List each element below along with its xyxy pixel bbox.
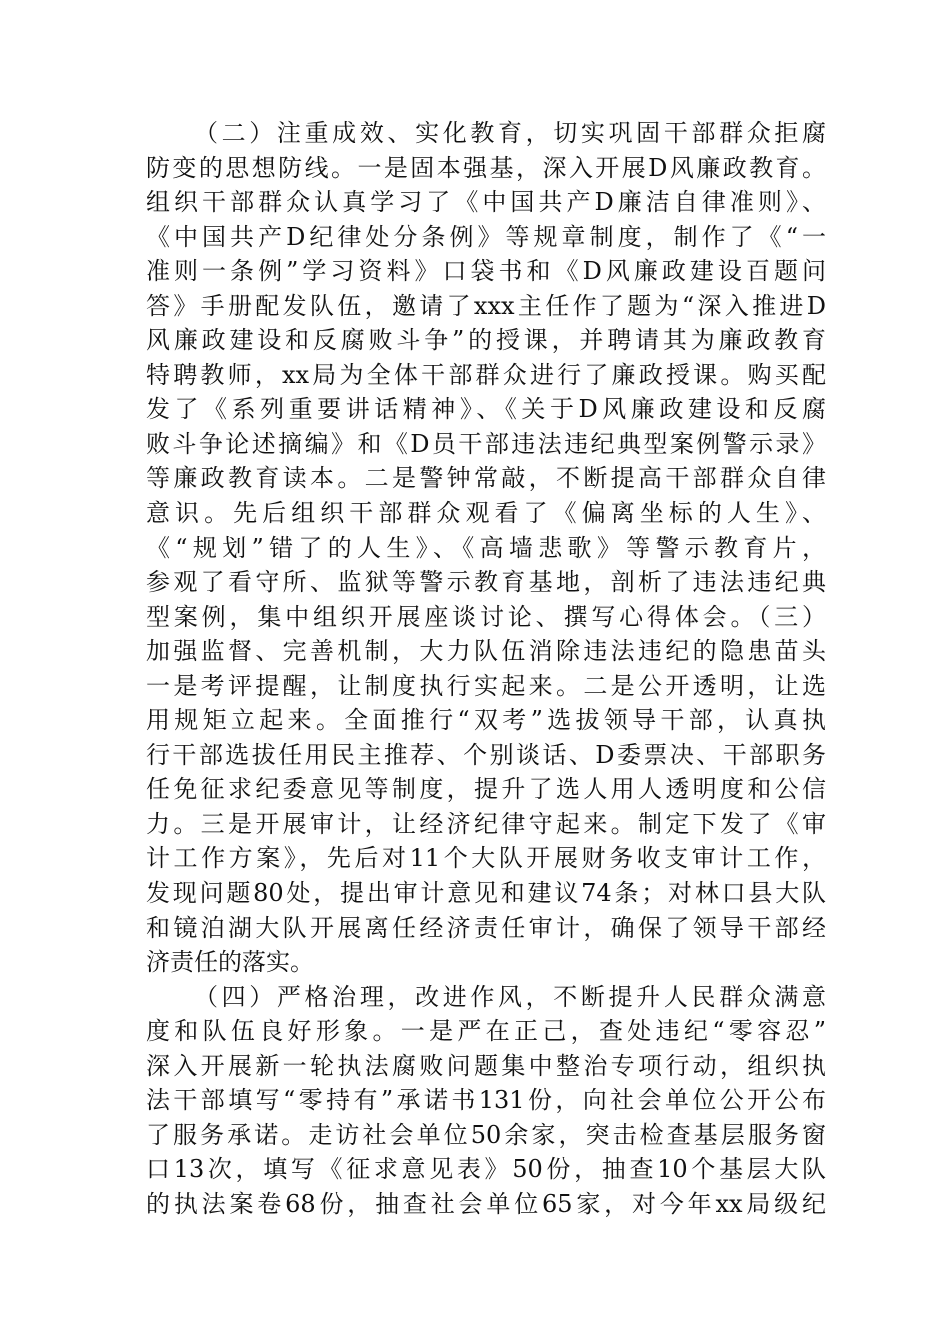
text-line: 口13次，填写《征求意见表》50份，抽查10个基层大队 bbox=[146, 1155, 826, 1184]
text-line: 一是考评提醒，让制度执行实起来。二是公开透明，让选 bbox=[146, 671, 826, 700]
text-line: 准则一条例”学习资料》口袋书和《D风廉政建设百题问 bbox=[146, 257, 826, 286]
text-line: 发现问题80处，提出审计意见和建议74条；对林口县大队 bbox=[146, 879, 826, 908]
text-line: 度和队伍良好形象。一是严在正己，查处违纪“零容忍” bbox=[146, 1017, 826, 1046]
text-line: 用规矩立起来。全面推行“双考”选拔领导干部，认真执 bbox=[146, 706, 826, 735]
text-line: 力。三是开展审计，让经济纪律守起来。制定下发了《审 bbox=[146, 809, 826, 838]
text-line: 防变的思想防线。一是固本强基，深入开展D风廉政教育。 bbox=[146, 153, 826, 182]
text-line: （四）严格治理，改进作风，不断提升人民群众满意 bbox=[194, 982, 826, 1011]
text-line: 济责任的落实。 bbox=[146, 948, 314, 977]
text-line: 败斗争论述摘编》和《D员干部违法违纪典型案例警示录》 bbox=[146, 429, 826, 458]
text-line: （二）注重成效、实化教育，切实巩固干部群众拒腐 bbox=[194, 119, 826, 147]
text-line: 行干部选拔任用民主推荐、个别谈话、D委票决、干部职务 bbox=[146, 740, 826, 769]
text-line: 任免征求纪委意见等制度，提升了选人用人透明度和公信 bbox=[146, 775, 826, 804]
text-line: 特聘教师，xx局为全体干部群众进行了廉政授课。购买配 bbox=[146, 360, 826, 389]
text-line: 的执法案卷68份，抽查社会单位65家，对今年xx局级纪 bbox=[146, 1189, 826, 1218]
document-body bbox=[146, 116, 826, 1222]
text-line: 意识。先后组织干部群众观看了《偏离坐标的人生》、 bbox=[146, 499, 826, 528]
paragraph-2 bbox=[146, 116, 826, 980]
text-line: 参观了看守所、监狱等警示教育基地，剖析了违法违纪典 bbox=[146, 568, 826, 597]
text-line: 《中国共产D纪律处分条例》等规章制度，制作了《“一 bbox=[146, 222, 826, 251]
text-line: 加强监督、完善机制，大力队伍消除违法违纪的隐患苗头 bbox=[146, 637, 826, 666]
text-line: 发了《系列重要讲话精神》、《关于D风廉政建设和反腐 bbox=[146, 395, 826, 424]
text-line: 组织干部群众认真学习了《中国共产D廉洁自律准则》、 bbox=[146, 188, 826, 217]
text-line: 深入开展新一轮执法腐败问题集中整治专项行动，组织执 bbox=[146, 1051, 826, 1080]
text-line: 《“规划”错了的人生》、《高墙悲歌》等警示教育片， bbox=[146, 533, 826, 562]
text-line: 和镜泊湖大队开展离任经济责任审计，确保了领导干部经 bbox=[146, 913, 826, 942]
paragraph-4 bbox=[146, 980, 826, 1222]
text-line: 计工作方案》，先后对11个大队开展财务收支审计工作， bbox=[146, 844, 826, 873]
text-line: 了服务承诺。走访社会单位50余家，突击检查基层服务窗 bbox=[146, 1120, 826, 1149]
text-line: 等廉政教育读本。二是警钟常敲，不断提高干部群众自律 bbox=[146, 464, 826, 493]
text-line: 型案例，集中组织开展座谈讨论、撰写心得体会。（三） bbox=[146, 602, 826, 631]
text-line: 答》手册配发队伍，邀请了xxx主任作了题为“深入推进D bbox=[146, 291, 826, 320]
text-line: 风廉政建设和反腐败斗争”的授课，并聘请其为廉政教育 bbox=[146, 326, 826, 355]
text-line: 法干部填写“零持有”承诺书131份，向社会单位公开公布 bbox=[146, 1086, 826, 1115]
